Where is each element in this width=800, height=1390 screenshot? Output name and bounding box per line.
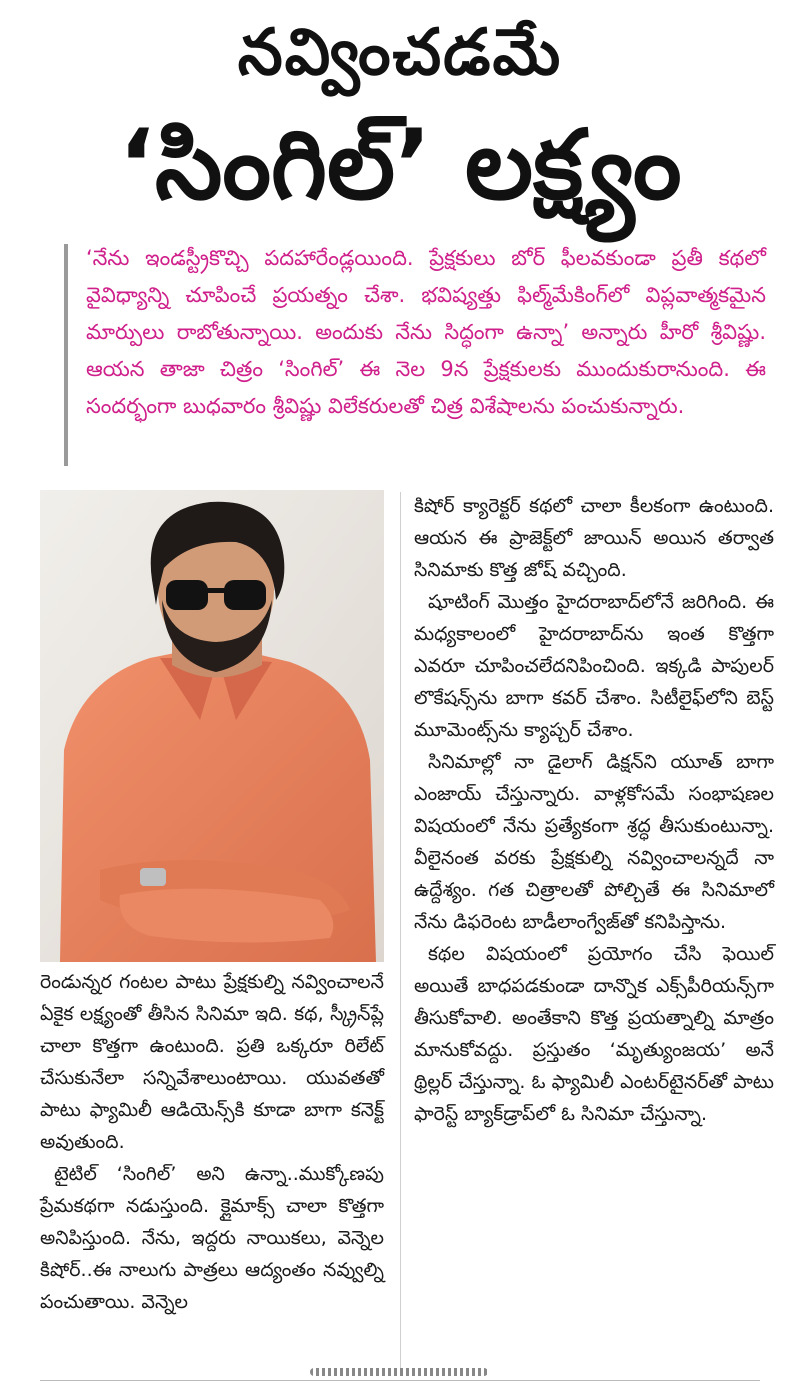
right-paragraph-3: సినిమాల్లో నా డైలాగ్ డిక్షన్‌ని యూత్ బాగా ఎంజాయ్ చేస్తున్నారు. వాళ్లకోసమే సంభాషణల విషయంలో నేను ప్రత్యేకంగా శ్రద్ధ తీసుకుంటున్నా. వీలైనంత వరకు ప్రేక్షకుల్ని నవ్వించాలన్నదే నా ఉద్దేశ్యం. గత చిత్రాలతో పోల్చితే ఈ సినిమాలో నేను డిఫరెంట బాడీలాంగ్వేజ్‌తో కనిపిస్తాను. <box>414 751 774 933</box>
footer-divider-line <box>40 1380 760 1381</box>
headline-line-1: నవ్వించడమే <box>237 16 563 90</box>
hero-photo-illustration <box>40 490 384 962</box>
right-paragraph-2: షూటింగ్ మొత్తం హైదరాబాద్‌లోనే జరిగింది. ఈ మధ్యకాలంలో హైదరాబాద్‌ను ఇంత కొత్తగా ఎవరూ చూపించలేదనిపించింది. ఇక్కడి పాపులర్ లొకేషన్స్‌ను బాగా కవర్ చేశాం. సిటీలైఫ్‌లోని బెస్ట్ మూమెంట్స్‌ను క్యాప్చర్ చేశాం. <box>414 591 774 741</box>
headline-line-2: ‘సింగిల్’ లక్ష్యం <box>118 109 682 221</box>
right-paragraph-1: కిషోర్ క్యారెక్టర్ కథలో చాలా కీలకంగా ఉంటుంది. ఆయన ఈ ప్రాజెక్ట్‌లో జాయిన్ అయిన తర్వాత సినిమాకు కొత్త జోష్ వచ్చింది. <box>414 495 774 581</box>
article-column-left <box>40 966 384 1318</box>
intro-paragraph: ‘నేను ఇండస్ట్రీకొచ్చి పదహారేండ్లయింది. ప్రేక్షకులు బోర్ ఫీలవకుండా ప్రతీ కథలో వైవిధ్యాన్ని చూపించే ప్రయత్నం చేశా. భవిష్యత్తు ఫిల్మ్‌మేకింగ్‌లో విప్లవాత్మకమైన మార్పులు రాబోతున్నాయి. అందుకు నేను సిద్ధంగా ఉన్నా’ అన్నారు హీరో శ్రీవిష్ణు. ఆయన తాజా చిత్రం ‘సింగిల్’ ఈ నెల 9న ప్రేక్షకులకు ముందుకురానుంది. ఈ సందర్భంగా బుధవారం శ్రీవిష్ణు విలేకరులతో చిత్ర విశేషాలను పంచుకున్నారు. <box>86 246 766 418</box>
intro-accent-bar <box>64 244 68 466</box>
left-paragraph-2: టైటిల్ ‘సింగిల్’ అని ఉన్నా..ముక్కోణపు ప్రేమకథగా నడుస్తుంది. క్లైమాక్స్ చాలా కొత్తగా అనిపిస్తుంది. నేను, ఇద్దరు నాయికలు, వెన్నెల కిషోర్..ఈ నాలుగు పాత్రలు ఆద్యంతం నవ్వుల్ని పంచుతాయి. వెన్నెల <box>40 1163 384 1313</box>
hero-photo <box>40 490 384 962</box>
right-paragraph-4: కథల విషయంలో ప్రయోగం చేసి ఫెయిల్ అయితే బాధపడకుండా దాన్నొక ఎక్స్‌పీరియన్స్‌గా తీసుకోవాలి. అంతేకాని కొత్త ప్రయత్నాల్ని మాత్రం మానుకోవద్దు. ప్రస్తుతం ‘మృత్యుంజయ’ అనే థ్రిల్లర్ చేస్తున్నా. ఓ ఫ్యామిలీ ఎంటర్‌టైనర్‌తో పాటు ఫారెస్ట్ బ్యాక్‌డ్రాప్‌లో ఓ సినిమా చేస్తున్నా. <box>414 943 774 1125</box>
left-paragraph-1: రెండున్నర గంటల పాటు ప్రేక్షకుల్ని నవ్వించాలనే ఏకైక లక్ష్యంతో తీసిన సినిమా ఇది. కథ, స్క్రీన్‌ప్లే చాలా కొత్తగా ఉంటుంది. ప్రతి ఒక్కరూ రిలేట్ చేసుకునేలా సన్నివేశాలుంటాయి. యువతతో పాటు ఫ్యామిలీ ఆడియెన్స్‌కి కూడా బాగా కనెక్ట్ అవుతుంది. <box>40 971 384 1153</box>
column-separator <box>400 492 401 1372</box>
footer-divider-ornament <box>310 1368 488 1376</box>
article-column-right <box>414 490 774 1130</box>
